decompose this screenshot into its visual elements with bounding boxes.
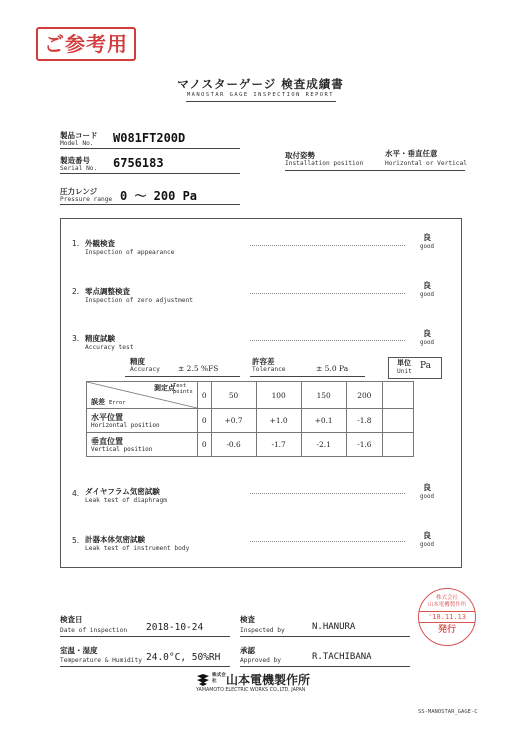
seal-top: 株式会社: [435, 595, 458, 601]
seal-date: '18.11.13: [419, 611, 475, 623]
value-cell: -0.6: [211, 433, 256, 457]
install-value: 水平・垂直任意: [385, 149, 438, 158]
row-label-en: Horizontal position: [91, 421, 160, 429]
test-1-leader: [250, 245, 405, 246]
row-label: 垂直位置: [91, 435, 123, 446]
test-1-result-en: good: [420, 244, 434, 250]
test-2-result-en: good: [420, 292, 434, 298]
test-3-label-en: Accuracy test: [85, 344, 134, 351]
model-label: 製品コード: [60, 131, 98, 140]
value-cell: -1.6: [346, 433, 382, 457]
date-label-en: Date of inspection: [60, 627, 128, 634]
tolerance-underline: [250, 376, 365, 377]
model-value: W081FT200D: [113, 131, 186, 145]
value-cell: 0: [198, 409, 212, 433]
env-underline: [60, 666, 230, 667]
test-5-leader: [250, 541, 405, 542]
corner-cell: [87, 382, 198, 409]
point-cell: 50: [211, 382, 256, 409]
corner-bottom-label-en: Error: [109, 400, 126, 406]
install-label-en: Installation position: [285, 160, 364, 167]
tolerance-label: 許容差: [252, 357, 275, 366]
accuracy-table: [86, 381, 414, 457]
env-label-en: Temperature & Humidity: [60, 657, 142, 664]
test-3-leader: [250, 340, 405, 341]
value-cell: -1.7: [256, 433, 301, 457]
value-cell: -2.1: [301, 433, 346, 457]
corner-bottom-label: 誤差: [91, 398, 105, 406]
model-underline: [60, 148, 240, 149]
report-title-en: MANOSTAR GAGE INSPECTION REPORT: [186, 92, 335, 98]
test-3-result-en: good: [420, 340, 434, 346]
reference-stamp: ご参考用: [36, 27, 136, 61]
inspected-value: N.HANURA: [312, 622, 356, 632]
approved-label: 承認: [240, 646, 255, 655]
accuracy-spec-value: ± 2.5 %FS: [178, 364, 219, 373]
test-1-label: 外観検査: [85, 239, 115, 248]
test-5-result: 良: [423, 531, 431, 540]
test-3-label: 精度試験: [85, 334, 115, 343]
value-cell: +0.7: [211, 409, 256, 433]
test-2-leader: [250, 293, 405, 294]
date-label: 検査日: [60, 615, 83, 624]
row-header: [87, 409, 198, 433]
value-cell: -1.8: [346, 409, 382, 433]
row-label: 水平位置: [91, 411, 123, 422]
approved-value: R.TACHIBANA: [312, 652, 372, 662]
approved-label-en: Approved by: [240, 657, 281, 664]
unit-label: 単位: [397, 359, 411, 367]
point-cell: 200: [346, 382, 382, 409]
install-underline: [285, 170, 465, 171]
accuracy-spec-label: 精度: [130, 357, 145, 366]
test-2-label: 零点調整検査: [85, 287, 130, 296]
report-title: マノスターゲージ 検査成績書: [177, 77, 344, 91]
serial-value: 6756183: [113, 156, 164, 170]
tolerance-value: ± 5.0 Pa: [316, 364, 349, 373]
empty-cell: [383, 433, 414, 457]
test-4-label: ダイヤフラム気密試験: [85, 487, 160, 496]
approved-underline: [240, 666, 410, 667]
unit-label-en: Unit: [397, 368, 412, 375]
value-cell: +1.0: [256, 409, 301, 433]
point-cell: 100: [256, 382, 301, 409]
test-4-num: 4.: [72, 489, 80, 498]
test-2-label-en: Inspection of zero adjustment: [85, 297, 194, 304]
point-cell: 0: [198, 382, 212, 409]
tolerance-label-en: Tolerance: [252, 366, 286, 373]
serial-label-en: Serial No.: [60, 165, 98, 172]
model-label-en: Model No.: [60, 140, 94, 147]
empty-cell: [383, 382, 414, 409]
value-cell: +0.1: [301, 409, 346, 433]
title-underline: [186, 101, 336, 102]
company-prefix: 株式会社: [212, 673, 226, 684]
serial-underline: [60, 173, 240, 174]
accuracy-spec-underline: [125, 376, 240, 377]
inspected-label-en: Inspected by: [240, 627, 285, 634]
inspected-label: 検査: [240, 615, 255, 624]
corner-top-label-en: Test points: [173, 383, 193, 395]
date-underline: [60, 636, 230, 637]
accuracy-spec-label-en: Accuracy: [130, 366, 160, 373]
table-row: [87, 409, 414, 433]
corner-top-label: 測定点: [154, 384, 175, 392]
inspected-underline: [240, 636, 410, 637]
range-label-en: Pressure range: [60, 196, 113, 203]
point-cell: 150: [301, 382, 346, 409]
seal-bottom: 発行: [437, 625, 456, 635]
row-header: [87, 433, 198, 457]
empty-cell: [383, 409, 414, 433]
document-code: SS-MANOSTAR_GAGE-C: [418, 709, 478, 715]
test-1-num: 1.: [72, 239, 80, 248]
install-value-en: Horizontal or Vertical: [385, 160, 467, 167]
test-5-num: 5.: [72, 536, 80, 545]
test-5-label: 計器本体気密試験: [85, 535, 145, 544]
range-underline: [60, 204, 240, 205]
range-label: 圧力レンジ: [60, 187, 98, 196]
test-2-num: 2.: [72, 287, 80, 296]
test-2-result: 良: [423, 281, 431, 290]
date-value: 2018-10-24: [146, 622, 204, 633]
env-label: 室温・湿度: [60, 646, 98, 655]
test-3-result: 良: [423, 329, 431, 338]
test-4-result-en: good: [420, 494, 434, 500]
test-3-num: 3.: [72, 334, 80, 343]
env-value: 24.0°C, 50%RH: [146, 652, 221, 663]
table-row: [87, 433, 414, 457]
company-name-en: YAMAMOTO ELECTRIC WORKS CO.,LTD. JAPAN: [196, 688, 306, 693]
issue-seal: [418, 588, 476, 646]
test-4-leader: [250, 493, 405, 494]
install-label: 取付姿勢: [285, 151, 315, 160]
test-1-label-en: Inspection of appearance: [85, 249, 175, 256]
test-5-result-en: good: [420, 542, 434, 548]
seal-middle: 山本電機製作所: [427, 602, 467, 608]
row-label-en: Vertical position: [91, 445, 153, 453]
value-cell: 0: [198, 433, 212, 457]
test-1-result: 良: [423, 233, 431, 242]
range-value: 0 ～ 200 Pa: [120, 189, 198, 203]
unit-value: Pa: [420, 361, 432, 371]
test-4-result: 良: [423, 483, 431, 492]
company-name: 山本電機製作所: [226, 673, 311, 687]
test-5-label-en: Leak test of instrument body: [85, 545, 190, 552]
test-4-label-en: Leak test of diaphragm: [85, 497, 167, 504]
company-logo-icon: [196, 672, 210, 686]
serial-label: 製造番号: [60, 156, 90, 165]
table-header-row: [87, 382, 414, 409]
